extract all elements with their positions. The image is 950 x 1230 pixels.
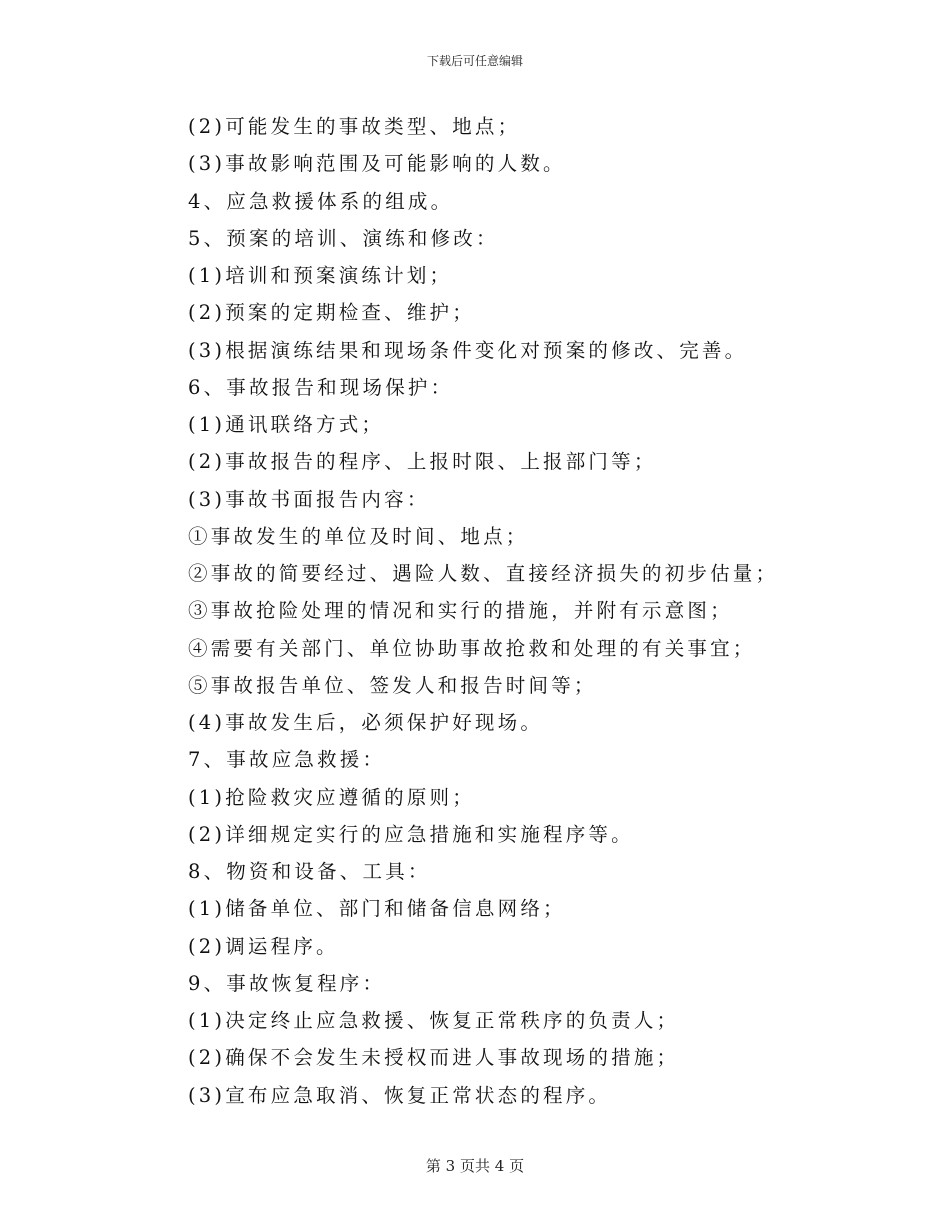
body-line: 8、物资和设备、工具： bbox=[188, 860, 431, 883]
page-number: 第 3 页共 4 页 bbox=[425, 1157, 525, 1175]
body-line: (3)宣布应急取消、恢复正常状态的程序。 bbox=[188, 1083, 612, 1107]
body-line: (1)储备单位、部门和储备信息网络； bbox=[188, 897, 566, 921]
body-line: (1)通讯联络方式； bbox=[188, 413, 385, 436]
body-line: (1)决定终止应急救援、恢复正常秩序的负责人； bbox=[188, 1009, 680, 1032]
body-line: (1)培训和预案演练计划； bbox=[188, 264, 453, 287]
body-line: (1)抢险救灾应遵循的原则； bbox=[188, 785, 475, 809]
body-line: 4、应急救援体系的组成。 bbox=[188, 189, 454, 213]
body-line: ③事故抢险处理的情况和实行的措施，并附有示意图； bbox=[188, 599, 733, 623]
body-line: ⑤事故报告单位、签发人和报告时间等； bbox=[188, 673, 597, 697]
body-line: ①事故发生的单位及时间、地点； bbox=[188, 524, 529, 548]
body-line: 6、事故报告和现场保护： bbox=[188, 375, 454, 399]
body-line: (4)事故发生后，必须保护好现场。 bbox=[188, 711, 544, 734]
body-line: 7、事故应急救援： bbox=[188, 748, 386, 772]
body-line: (2)确保不会发生未授权而进人事故现场的措施； bbox=[188, 1046, 680, 1070]
page-header: 下载后可任意编辑 bbox=[426, 54, 523, 68]
document-body bbox=[188, 108, 888, 1114]
body-line: (2)调运程序。 bbox=[188, 934, 339, 958]
body-line: ④需要有关部门、单位协助事故抢救和处理的有关事宜； bbox=[188, 636, 756, 660]
body-line: (3)根据演练结果和现场条件变化对预案的修改、完善。 bbox=[188, 338, 748, 362]
body-line: (3)事故影响范围及可能影响的人数。 bbox=[188, 152, 566, 176]
body-line: 5、预案的培训、演练和修改： bbox=[188, 226, 499, 250]
body-line: (2)可能发生的事故类型、地点； bbox=[188, 115, 521, 138]
body-line: 9、事故恢复程序： bbox=[188, 971, 386, 995]
body-line: (2)详细规定实行的应急措施和实施程序等。 bbox=[188, 822, 634, 846]
body-line: (3)事故书面报告内容： bbox=[188, 487, 430, 511]
body-line: (2)预案的定期检查、维护； bbox=[188, 301, 475, 325]
body-line: (2)事故报告的程序、上报时限、上报部门等； bbox=[188, 450, 657, 474]
body-line: ②事故的简要经过、遇险人数、直接经济损失的初步估量； bbox=[188, 562, 779, 585]
